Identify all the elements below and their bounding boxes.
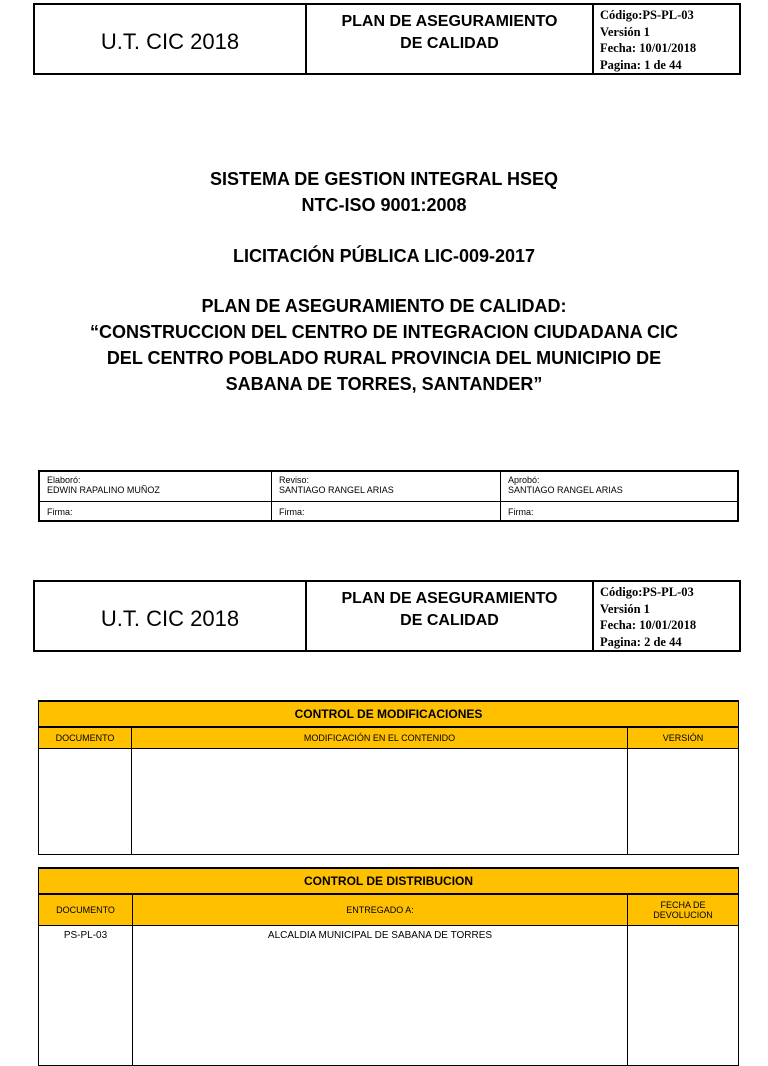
project-title-line3: SABANA DE TORRES, SANTANDER” (225, 374, 543, 394)
cover-title-group-2 (0, 243, 768, 269)
table-row (39, 926, 739, 1066)
modifications-table-title: CONTROL DE MODIFICACIONES (39, 701, 739, 727)
col-header-fecha-devolucion (628, 894, 739, 926)
col-header-version: VERSIÓN (628, 727, 739, 749)
approved-by-cell (501, 472, 738, 502)
document-title-line2: DE CALIDAD (400, 612, 499, 629)
cover-title-group-1 (0, 166, 768, 218)
cover-title-group-3 (0, 293, 768, 397)
col-header-fecha-line2: DEVOLUCION (653, 910, 713, 920)
document-date: Fecha: 10/01/2018 (600, 41, 697, 55)
col-header-documento: DOCUMENTO (39, 894, 133, 926)
project-title-line2: DEL CENTRO POBLADO RURAL PROVINCIA DEL MUNICIPIO DE (106, 348, 662, 368)
elaborated-by-name: EDWIN RAPALINO MUÑOZ (47, 485, 160, 495)
elaborated-by-label: Elaboró: (47, 475, 81, 485)
signature-reviewed: Firma: (272, 502, 501, 521)
col-header-entregado: ENTREGADO A: (133, 894, 628, 926)
modifications-control-table (38, 700, 739, 855)
row-documento: PS-PL-03 (39, 926, 133, 1066)
system-title: SISTEMA DE GESTION INTEGRAL HSEQ (209, 169, 559, 189)
distribution-control-table (38, 867, 739, 1066)
col-header-fecha-line1: FECHA DE (660, 900, 706, 910)
approved-by-name: SANTIAGO RANGEL ARIAS (508, 485, 623, 495)
row-entregado: ALCALDIA MUNICIPAL DE SABANA DE TORRES (133, 926, 628, 1066)
signature-approved: Firma: (501, 502, 738, 521)
page2-header (33, 580, 741, 652)
reviewed-by-label: Reviso: (279, 475, 310, 485)
document-page: Pagina: 2 de 44 (600, 634, 682, 649)
page1-header (33, 3, 741, 75)
document-code: Código:PS-PL-03 (600, 8, 694, 22)
norm-title: NTC-ISO 9001:2008 (301, 195, 467, 215)
document-meta (594, 5, 739, 73)
elaborated-by-cell (40, 472, 272, 502)
approved-by-label: Aprobó: (508, 475, 540, 485)
document-title-line1: PLAN DE ASEGURAMIENTO (341, 13, 558, 30)
document-version: Versión 1 (600, 24, 650, 39)
col-header-modificacion: MODIFICACIÓN EN EL CONTENIDO (132, 727, 628, 749)
document-title (307, 582, 594, 650)
col-header-documento: DOCUMENTO (39, 727, 132, 749)
tender-title: LICITACIÓN PÚBLICA LIC-009-2017 (232, 246, 536, 266)
document-date: Fecha: 10/01/2018 (600, 618, 697, 632)
table-cell (628, 749, 739, 855)
company-name: U.T. CIC 2018 (35, 5, 307, 73)
reviewed-by-cell (272, 472, 501, 502)
document-title-line2: DE CALIDAD (400, 35, 499, 52)
reviewed-by-name: SANTIAGO RANGEL ARIAS (279, 485, 394, 495)
row-fecha-devolucion (628, 926, 739, 1066)
plan-title: PLAN DE ASEGURAMIENTO DE CALIDAD: (201, 296, 567, 316)
document-meta (594, 582, 739, 650)
distribution-table-title: CONTROL DE DISTRIBUCION (39, 868, 739, 894)
company-name: U.T. CIC 2018 (35, 582, 307, 650)
document-title-line1: PLAN DE ASEGURAMIENTO (341, 590, 558, 607)
signature-table (38, 470, 739, 522)
table-cell (39, 749, 132, 855)
document-code: Código:PS-PL-03 (600, 585, 694, 599)
document-version: Versión 1 (600, 601, 650, 616)
document-page: Pagina: 1 de 44 (600, 57, 682, 72)
signature-elaborated: Firma: (40, 502, 272, 521)
document-title (307, 5, 594, 73)
project-title-line1: “CONSTRUCCION DEL CENTRO DE INTEGRACION CIUDADANA CIC (89, 322, 678, 342)
table-cell (132, 749, 628, 855)
